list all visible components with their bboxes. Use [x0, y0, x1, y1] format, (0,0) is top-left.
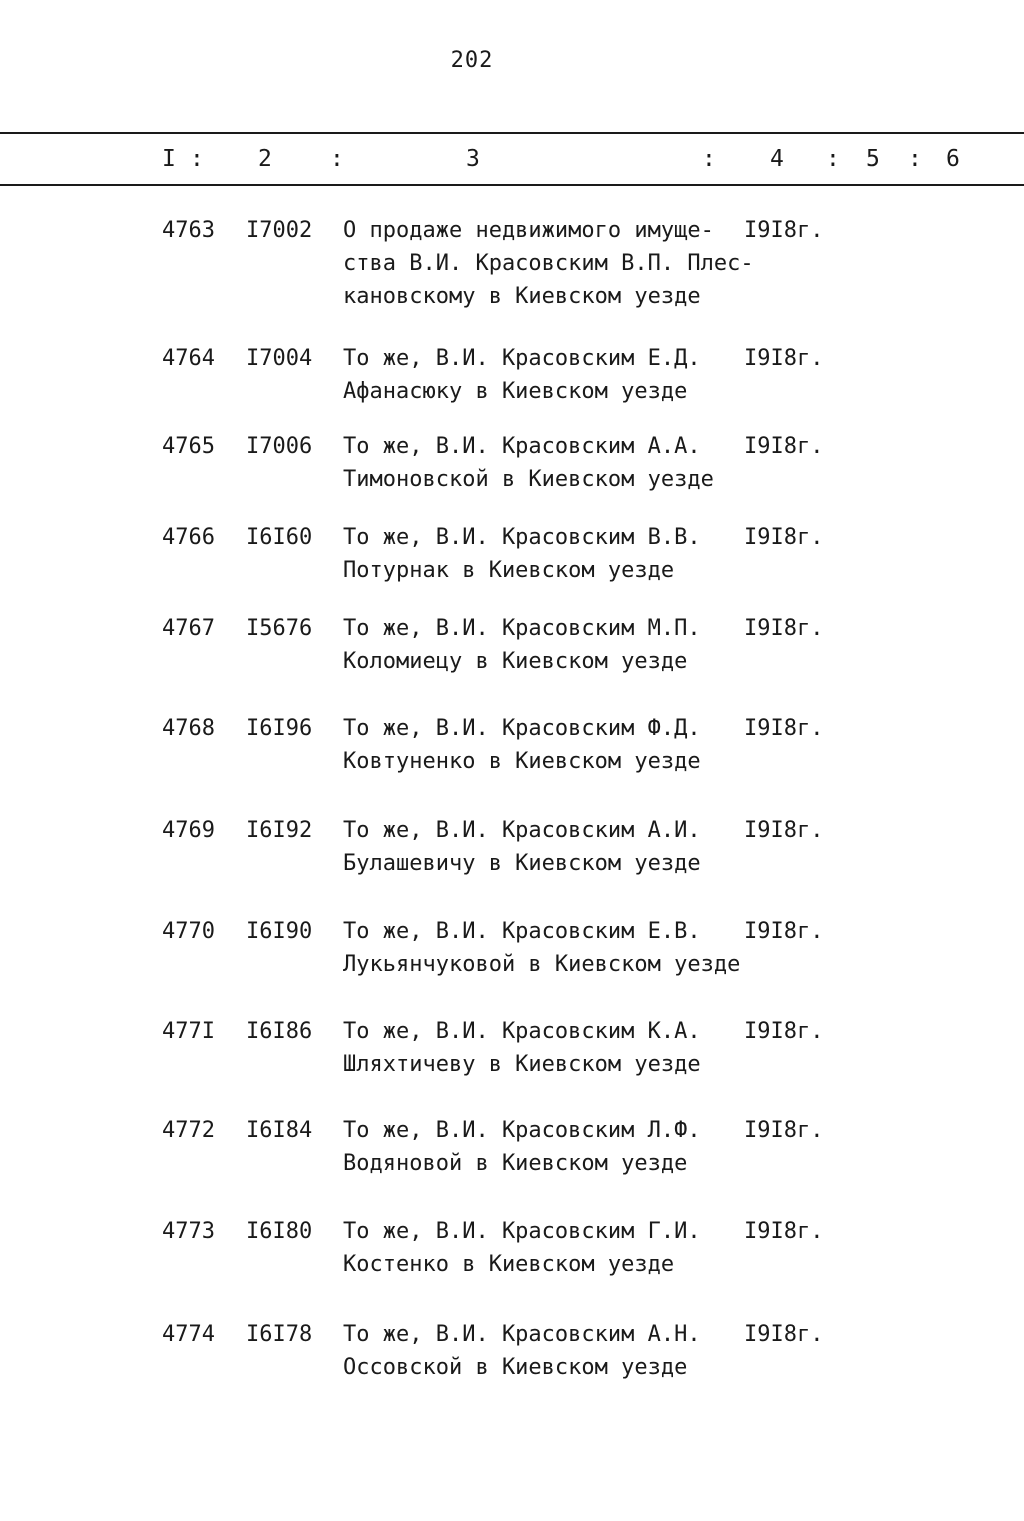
- header-separator: :: [908, 146, 922, 172]
- row-number: 4763: [162, 218, 215, 243]
- row-year: I9I8г.: [744, 1219, 824, 1244]
- row-code: I6I84: [246, 1118, 313, 1143]
- description-line: То же, В.И. Красовским А.Н.: [343, 1322, 701, 1347]
- description-line: Тимоновской в Киевском уезде: [343, 467, 714, 492]
- header-top-rule: [0, 132, 1024, 134]
- row-description: [343, 1114, 743, 1180]
- row-description: [343, 1318, 743, 1384]
- row-description: [343, 712, 743, 778]
- header-separator: :: [330, 146, 344, 172]
- row-year: I9I8г.: [744, 1019, 824, 1044]
- row-code: I5676: [246, 616, 313, 641]
- row-year: I9I8г.: [744, 919, 824, 944]
- row-number: 4766: [162, 525, 215, 550]
- description-line: Коломиецу в Киевском уезде: [343, 649, 688, 674]
- header-bottom-rule: [0, 184, 1024, 186]
- row-code: I6I60: [246, 525, 313, 550]
- row-code: I6I92: [246, 818, 313, 843]
- row-number: 4764: [162, 346, 215, 371]
- header-col-5: 5: [866, 146, 880, 172]
- row-description: [343, 430, 743, 496]
- description-line: Шляхтичеву в Киевском уезде: [343, 1052, 701, 1077]
- row-number: 4767: [162, 616, 215, 641]
- row-year: I9I8г.: [744, 716, 824, 741]
- row-description: [343, 915, 743, 981]
- row-description: [343, 342, 743, 408]
- row-number: 4773: [162, 1219, 215, 1244]
- description-line: То же, В.И. Красовским А.И.: [343, 818, 701, 843]
- row-code: I6I78: [246, 1322, 313, 1347]
- header-col-4: 4: [770, 146, 784, 172]
- header-separator: :: [826, 146, 840, 172]
- row-number: 4768: [162, 716, 215, 741]
- row-year: I9I8г.: [744, 1322, 824, 1347]
- header-col-3: 3: [466, 146, 480, 172]
- description-line: Афанасюку в Киевском уезде: [343, 379, 688, 404]
- description-line: То же, В.И. Красовским Г.И.: [343, 1219, 701, 1244]
- row-year: I9I8г.: [744, 346, 824, 371]
- row-code: I6I90: [246, 919, 313, 944]
- description-line: То же, В.И. Красовским Е.Д.: [343, 346, 701, 371]
- description-line: То же, В.И. Красовским К.А.: [343, 1019, 701, 1044]
- description-line: Оссовской в Киевском уезде: [343, 1355, 688, 1380]
- description-line: Булашевичу в Киевском уезде: [343, 851, 701, 876]
- row-description: [343, 814, 743, 880]
- description-line: То же, В.И. Красовским Е.В.: [343, 919, 701, 944]
- description-line: Водяновой в Киевском уезде: [343, 1151, 688, 1176]
- description-line: Лукьянчуковой в Киевском уезде: [343, 952, 741, 977]
- row-code: I7006: [246, 434, 313, 459]
- row-code: I6I80: [246, 1219, 313, 1244]
- header-separator: :: [190, 146, 204, 172]
- description-line: О продаже недвижимого имуще-: [343, 218, 714, 243]
- description-line: ства В.И. Красовским В.П. Плес-: [343, 251, 754, 276]
- header-col-1: I: [162, 146, 176, 172]
- table-header: [0, 144, 1024, 176]
- description-line: Ковтуненко в Киевском уезде: [343, 749, 701, 774]
- row-description: [343, 1015, 743, 1081]
- row-number: 4774: [162, 1322, 215, 1347]
- row-code: I7004: [246, 346, 313, 371]
- description-line: То же, В.И. Красовским В.В.: [343, 525, 701, 550]
- row-description: [343, 521, 743, 587]
- row-number: 4769: [162, 818, 215, 843]
- description-line: То же, В.И. Красовским Ф.Д.: [343, 716, 701, 741]
- row-year: I9I8г.: [744, 525, 824, 550]
- description-line: Потурнак в Киевском уезде: [343, 558, 675, 583]
- row-code: I7002: [246, 218, 313, 243]
- row-number: 4772: [162, 1118, 215, 1143]
- row-number: 4765: [162, 434, 215, 459]
- row-code: I6I96: [246, 716, 313, 741]
- description-line: То же, В.И. Красовским Л.Ф.: [343, 1118, 701, 1143]
- row-year: I9I8г.: [744, 434, 824, 459]
- row-description: [343, 214, 754, 313]
- header-col-2: 2: [258, 146, 272, 172]
- row-number: 4770: [162, 919, 215, 944]
- row-year: I9I8г.: [744, 1118, 824, 1143]
- row-code: I6I86: [246, 1019, 313, 1044]
- description-line: Костенко в Киевском уезде: [343, 1252, 675, 1277]
- description-line: кановскому в Киевском уезде: [343, 284, 701, 309]
- description-line: То же, В.И. Красовским А.А.: [343, 434, 701, 459]
- row-year: I9I8г.: [744, 218, 824, 243]
- header-col-6: 6: [946, 146, 960, 172]
- header-separator: :: [702, 146, 716, 172]
- row-description: [343, 1215, 743, 1281]
- row-year: I9I8г.: [744, 616, 824, 641]
- description-line: То же, В.И. Красовским М.П.: [343, 616, 701, 641]
- row-number: 477I: [162, 1019, 215, 1044]
- row-description: [343, 612, 743, 678]
- page-number: 202: [450, 48, 494, 73]
- row-year: I9I8г.: [744, 818, 824, 843]
